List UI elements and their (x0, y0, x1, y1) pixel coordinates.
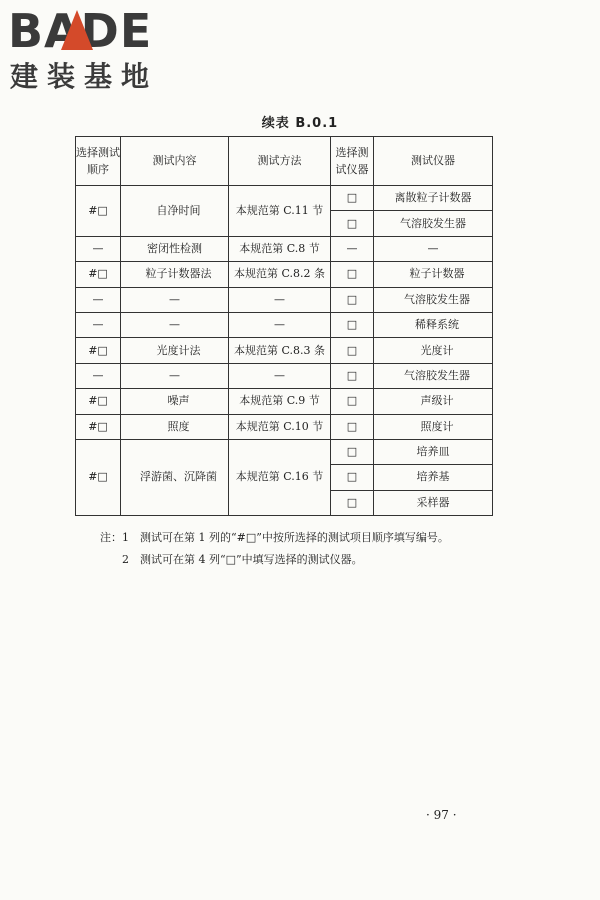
choice-cell[interactable]: □ (331, 262, 374, 287)
choice-cell[interactable]: □ (331, 490, 374, 515)
content-cell: — (121, 363, 229, 388)
header-content: 测试内容 (121, 137, 229, 186)
header-instrument: 测试仪器 (374, 137, 493, 186)
content-cell: 光度计法 (121, 338, 229, 363)
method-cell: — (229, 287, 331, 312)
instrument-cell: 培养基 (374, 465, 493, 490)
instrument-cell: 气溶胶发生器 (374, 287, 493, 312)
table-row (76, 338, 493, 363)
order-cell: — (76, 363, 121, 388)
table-row (76, 414, 493, 439)
choice-cell[interactable]: □ (331, 338, 374, 363)
instrument-cell: 气溶胶发生器 (374, 363, 493, 388)
page-number: · 97 · (426, 808, 457, 822)
instrument-cell: 培养皿 (374, 439, 493, 464)
method-cell: 本规范第 C.8.2 条 (229, 262, 331, 287)
method-cell: — (229, 363, 331, 388)
choice-cell[interactable]: □ (331, 312, 374, 337)
header-order: 选择测试顺序 (76, 137, 121, 186)
content-cell: 密闭性检测 (121, 236, 229, 261)
order-cell: — (76, 287, 121, 312)
note-2: 2 测试可在第 4 列“□”中填写选择的测试仪器。 (100, 553, 363, 566)
content-cell: — (121, 312, 229, 337)
logo-accent-triangle (61, 10, 93, 50)
instrument-cell: 离散粒子计数器 (374, 186, 493, 211)
instrument-cell: — (374, 236, 493, 261)
order-cell: — (76, 312, 121, 337)
instrument-cell: 气溶胶发生器 (374, 211, 493, 236)
order-cell[interactable]: #□ (76, 439, 121, 515)
content-cell: 照度 (121, 414, 229, 439)
method-cell: 本规范第 C.16 节 (229, 439, 331, 515)
method-cell: 本规范第 C.10 节 (229, 414, 331, 439)
order-cell[interactable]: #□ (76, 414, 121, 439)
table-row (76, 287, 493, 312)
table-row (76, 389, 493, 414)
order-cell[interactable]: #□ (76, 338, 121, 363)
method-cell: 本规范第 C.9 节 (229, 389, 331, 414)
method-cell: 本规范第 C.8.3 条 (229, 338, 331, 363)
table-row (76, 236, 493, 261)
instrument-cell: 声级计 (374, 389, 493, 414)
table-row (76, 262, 493, 287)
choice-cell[interactable]: □ (331, 465, 374, 490)
instrument-cell: 光度计 (374, 338, 493, 363)
instrument-cell: 照度计 (374, 414, 493, 439)
method-cell: — (229, 312, 331, 337)
table-notes (100, 527, 449, 571)
choice-cell[interactable]: □ (331, 211, 374, 236)
order-cell[interactable]: #□ (76, 262, 121, 287)
method-cell: 本规范第 C.8 节 (229, 236, 331, 261)
table-title: 续表 B.0.1 (261, 116, 339, 131)
choice-cell[interactable]: □ (331, 186, 374, 211)
method-cell: 本规范第 C.11 节 (229, 186, 331, 237)
header-method: 测试方法 (229, 137, 331, 186)
order-cell: — (76, 236, 121, 261)
bade-logo (8, 6, 178, 96)
note-1: 注：1 测试可在第 1 列的“#□”中按所选择的测试项目顺序填写编号。 (100, 531, 449, 544)
choice-cell[interactable]: □ (331, 287, 374, 312)
table-row (76, 363, 493, 388)
content-cell: 浮游菌、沉降菌 (121, 439, 229, 515)
instrument-cell: 采样器 (374, 490, 493, 515)
choice-cell: — (331, 236, 374, 261)
table-header-row (76, 137, 493, 186)
content-cell: 粒子计数器法 (121, 262, 229, 287)
header-choice: 选择测试仪器 (331, 137, 374, 186)
content-cell: 自净时间 (121, 186, 229, 237)
logo-chinese-text: 建装基地 (10, 60, 159, 93)
instrument-cell: 稀释系统 (374, 312, 493, 337)
choice-cell[interactable]: □ (331, 439, 374, 464)
content-cell: — (121, 287, 229, 312)
instrument-cell: 粒子计数器 (374, 262, 493, 287)
order-cell[interactable]: #□ (76, 186, 121, 237)
choice-cell[interactable]: □ (331, 363, 374, 388)
logo-latin-text: BADE (8, 4, 153, 58)
choice-cell[interactable]: □ (331, 389, 374, 414)
table-row (76, 439, 493, 464)
choice-cell[interactable]: □ (331, 414, 374, 439)
table-row (76, 312, 493, 337)
test-selection-table (75, 136, 493, 516)
table-row (76, 186, 493, 211)
content-cell: 噪声 (121, 389, 229, 414)
order-cell[interactable]: #□ (76, 389, 121, 414)
